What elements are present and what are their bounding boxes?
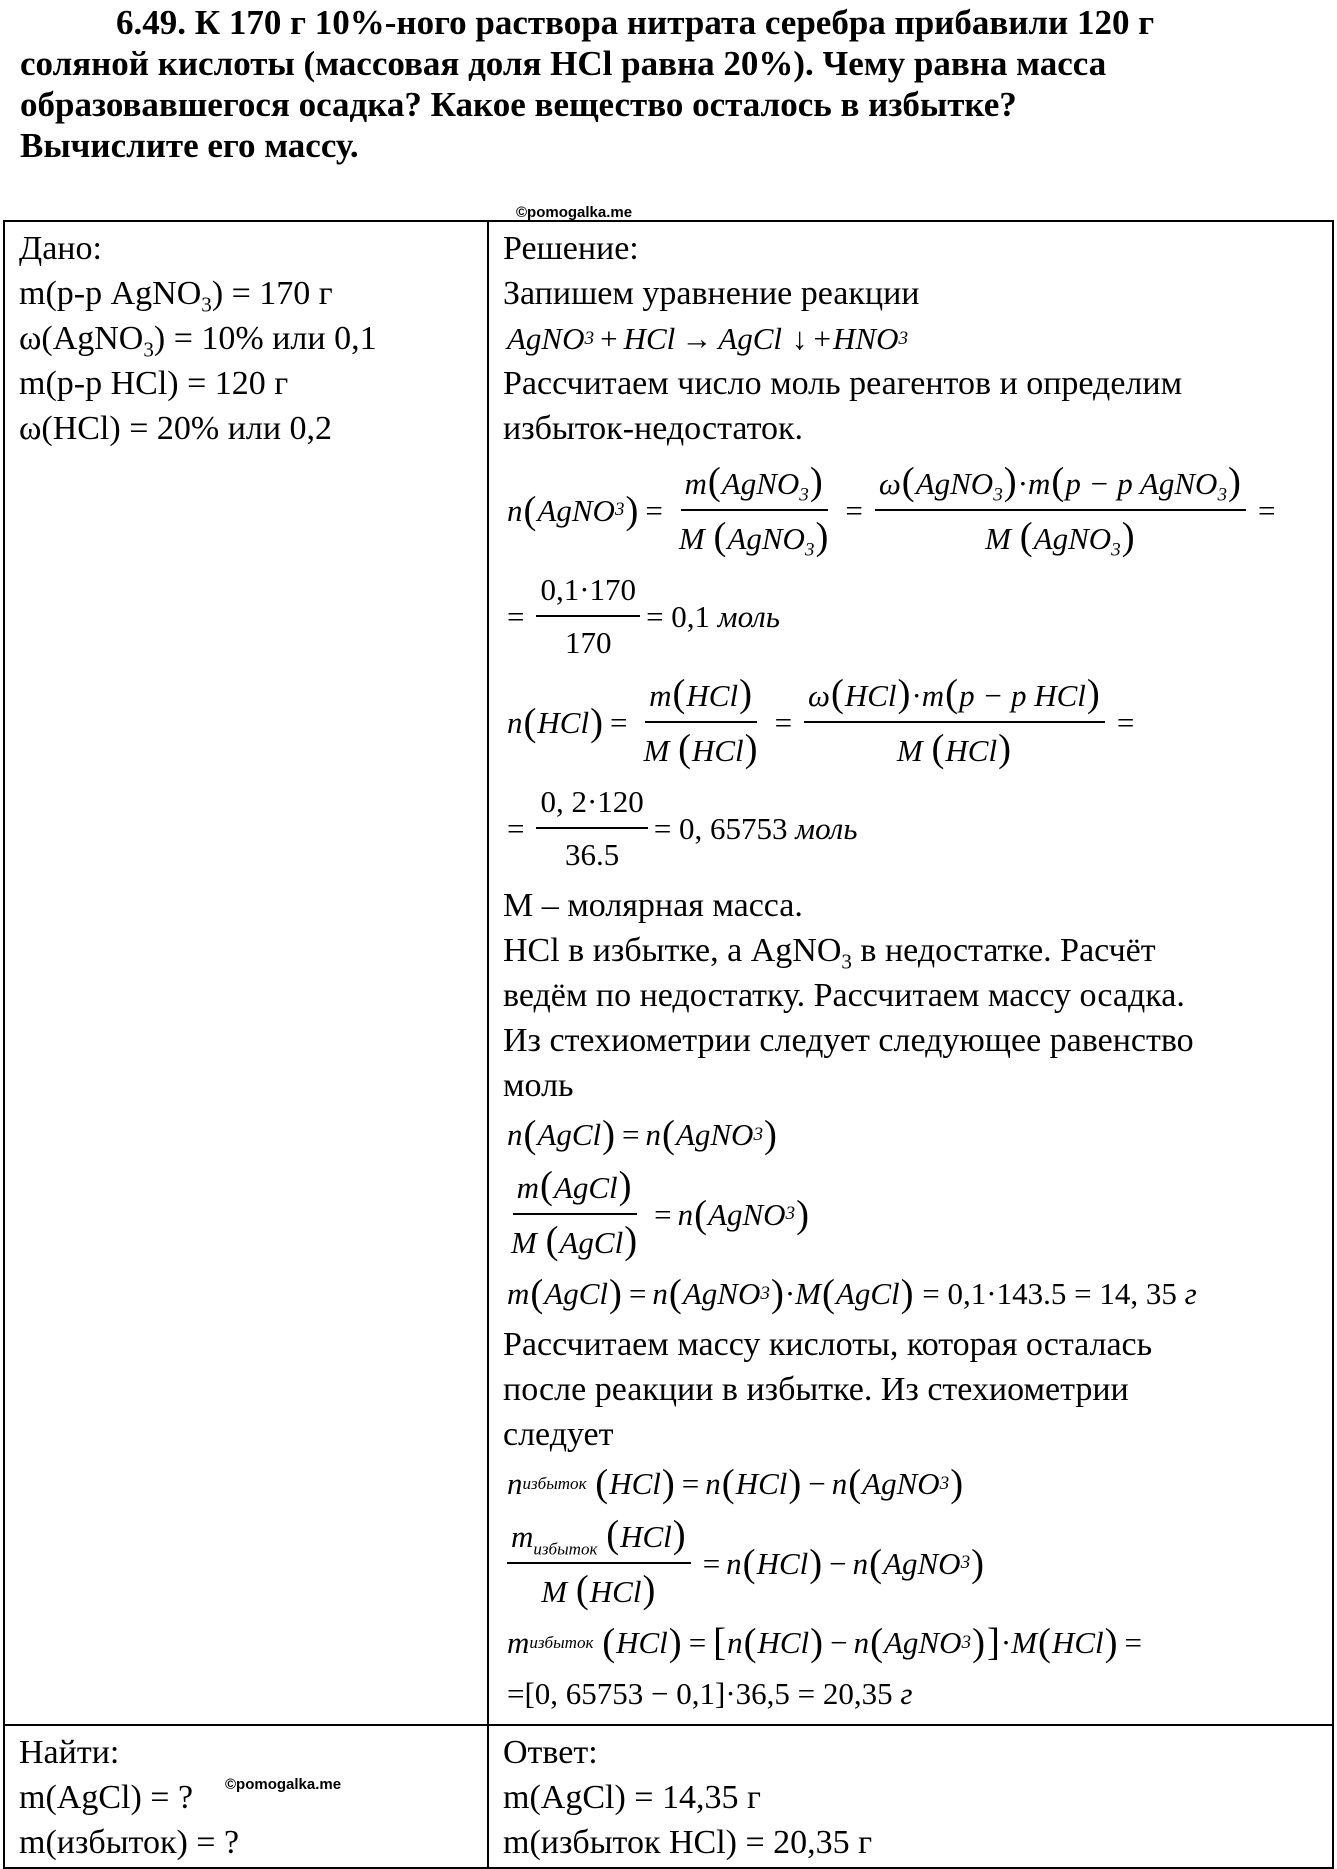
eq-n-agcl: n ( AgCl ) = n ( AgNO 3 ) xyxy=(507,1113,777,1156)
given-cell xyxy=(4,221,488,1725)
answer-header: Ответ: xyxy=(503,1734,598,1771)
eq-n-excess: n избыток ( HCl ) = n ( HCl ) − n ( AgNO 3 ) xyxy=(507,1462,964,1505)
reaction-equation: AgNO 3 + HCl → AgCl ↓ + HNO 3 xyxy=(507,321,909,356)
solution-text-4: M – молярная масса. xyxy=(503,887,803,924)
given-line-1: m(р-р AgNO$_3$) = 170 г xyxy=(19,275,333,317)
problem-line-1: 6.49. К 170 г 10%-ного раствора нитрата серебра прибавили 120 г xyxy=(116,3,1155,42)
calc-n-hcl: = $\frac{0, 2\cdot 120}{36.5}$ = 0, 65753 моль xyxy=(507,779,1320,877)
watermark-top: ©pomogalka.me xyxy=(516,204,633,221)
solution-text-2: Рассчитаем число моль реагентов и определим xyxy=(503,365,1183,402)
solution-text-9: Рассчитаем массу кислоты, которая осталась xyxy=(503,1326,1153,1363)
given-line-4: ω(HCl) = 20% или 0,2 xyxy=(19,410,333,447)
eq-m-over-M-agcl: $\frac{\text{m(AgCl)}}{\text{M (AgCl)}}$ = n ( AgNO 3 ) xyxy=(511,1164,810,1262)
solution-text-1: Запишем уравнение реакции xyxy=(503,275,920,312)
problem-line-4: Вычислите его массу. xyxy=(20,126,359,165)
solution-header: Решение: xyxy=(503,230,639,267)
formula-n-hcl: n ( HCl ) = $\frac{\text{m(HCl)}}{\text{M (HCl)}}$ = $\frac{\text{ω(HCl)·m(p − p HCl)}}{\text{M (HCl)}}$ = xyxy=(507,672,1135,770)
solution-text-5: HCl в избытке, а AgNO$_3$ в недостатке. Расчёт xyxy=(503,932,1156,974)
given-line-3: m(р-р HCl) = 120 г xyxy=(19,365,289,402)
find-header: Найти: xyxy=(19,1734,120,1771)
solution-text-3: избыток-недостаток. xyxy=(503,410,804,447)
calc-m-excess: =[0, 65753 − 0,1]·36,5 = 20,35 г xyxy=(507,1676,913,1711)
problem-statement xyxy=(20,2,1320,166)
eq-m-excess-over-M: $\frac{m_{избыток} (HCl)}{\text{M (HCl)}}$ = n ( HCl ) − n ( AgNO 3 ) xyxy=(507,1512,1320,1614)
answer-line-2: m(избыток HCl) = 20,35 г xyxy=(503,1824,873,1861)
solution-cell xyxy=(488,221,1333,1725)
solution-text-10: после реакции в избытке. Из стехиометрии xyxy=(503,1371,1129,1408)
given-line-2: ω(AgNO$_3$) = 10% или 0,1 xyxy=(19,320,377,362)
given-header: Дано: xyxy=(19,230,102,267)
solution-text-6: ведём по недостатку. Рассчитаем массу осадка. xyxy=(503,977,1185,1014)
problem-line-2: соляной кислоты (массовая доля HCl равна 20%). Чему равна масса xyxy=(20,44,1107,83)
calc-m-agcl: m ( AgCl ) = n ( AgNO 3 ) · M ( AgCl ) = 0,1·143.5 = 14, 35 г xyxy=(507,1272,1197,1315)
find-line-2: m(избыток) = ? xyxy=(19,1824,240,1861)
solution-table xyxy=(3,220,1334,1869)
find-cell xyxy=(4,1725,488,1868)
solution-text-7: Из стехиометрии следует следующее равенство xyxy=(503,1022,1194,1059)
eq-m-excess: m избыток ( HCl ) = [ n ( HCl ) − n ( AgNO 3 ) ] · M ( HCl ) = xyxy=(507,1621,1143,1664)
problem-line-3: образовавшегося осадка? Какое вещество осталось в избытке? xyxy=(20,85,1017,124)
find-line-1: m(AgCl) = ? xyxy=(19,1779,194,1816)
formula-n-agno3: n ( AgNO 3 ) = $\frac{m(AgNO_3)}{M (AgNO_3)}$ = $\frac{\omega(AgNO_3)\cdot m(p - p AgNO_3)}{M (AgNO_3)}$ = xyxy=(507,460,1276,561)
answer-line-1: m(AgCl) = 14,35 г xyxy=(503,1779,761,1816)
solution-text-11: следует xyxy=(503,1416,614,1453)
calc-n-agno3: = $\frac{0,1\cdot 170}{170}$ = 0,1 моль xyxy=(507,567,1320,665)
answer-cell xyxy=(488,1725,1333,1868)
watermark-bottom: ©pomogalka.me xyxy=(225,1776,342,1793)
solution-text-8: моль xyxy=(503,1067,574,1104)
